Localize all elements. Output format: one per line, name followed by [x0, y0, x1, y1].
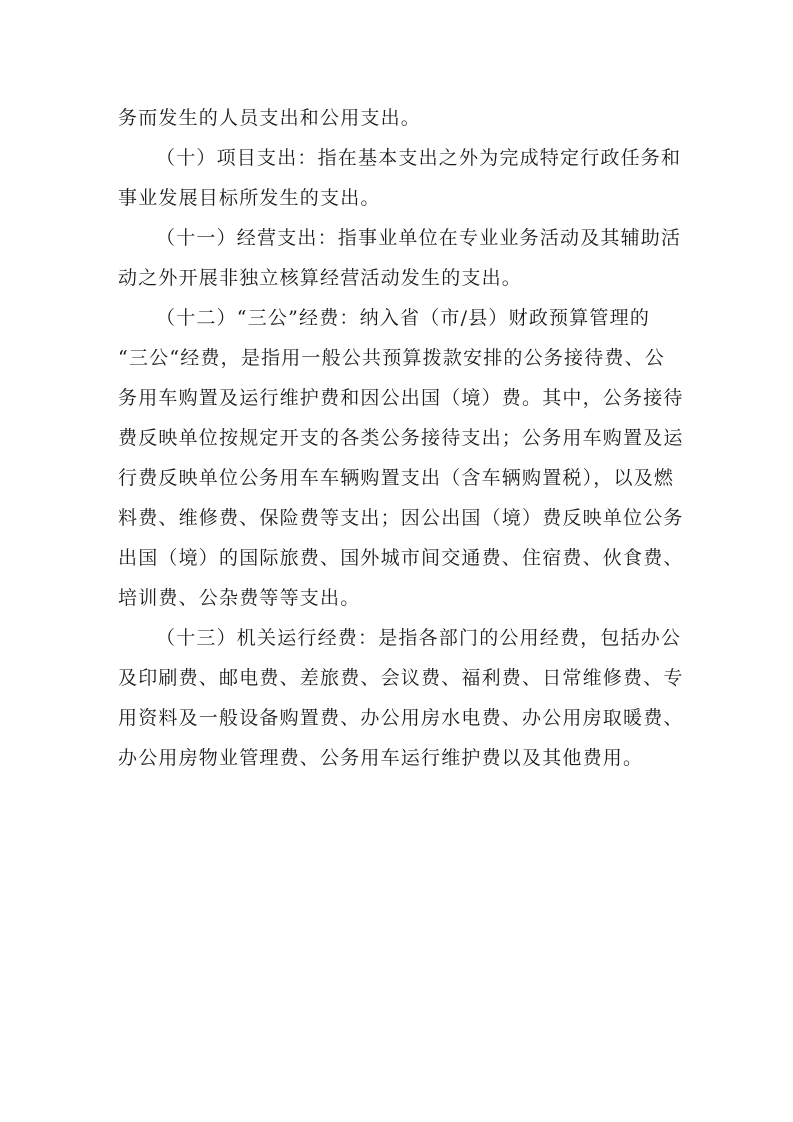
text-line: 用资料及一般设备购置费、办公用房水电费、办公用房取暖费、 [118, 707, 684, 729]
text-line: 料费、维修费、保险费等支出；因公出国（境）费反映单位公务 [118, 507, 684, 529]
text-line: （十）项目支出：指在基本支出之外为完成特定行政任务和 [156, 147, 682, 169]
text-line: “三公“经费，是指用一般公共预算拨款安排的公务接待费、公 [118, 347, 666, 369]
text-line: 及印刷费、邮电费、差旅费、会议费、福利费、日常维修费、专 [118, 667, 684, 689]
text-line: 办公用房物业管理费、公务用车运行维护费以及其他费用。 [118, 747, 644, 769]
text-line: （十一）经营支出：指事业单位在专业业务活动及其辅助活 [156, 227, 682, 249]
paragraph-three-public-expenses [118, 298, 684, 618]
text-line: 务而发生的人员支出和公用支出。 [118, 107, 422, 129]
text-line: （十三）机关运行经费：是指各部门的公用经费，包括办公 [156, 627, 682, 649]
text-line: 务用车购置及运行维护费和因公出国（境）费。其中，公务接待 [118, 387, 684, 409]
text-line: 行费反映单位公务用车车辆购置支出（含车辆购置税），以及燃 [118, 467, 675, 489]
text-line: 培训费、公杂费等等支出。 [118, 587, 361, 609]
paragraph-agency-operating-funds [118, 618, 684, 778]
body-text [118, 98, 684, 778]
paragraph-continuation [118, 98, 678, 138]
text-line: 动之外开展非独立核算经营活动发生的支出。 [118, 267, 523, 289]
text-line: 出国（境）的国际旅费、国外城市间交通费、住宿费、伙食费、 [118, 547, 684, 569]
text-line: 事业发展目标所发生的支出。 [118, 187, 381, 209]
text-line: 费反映单位按规定开支的各类公务接待支出；公务用车购置及运 [118, 427, 684, 449]
paragraph-project-expenditure [118, 138, 682, 218]
text-line: （十二）“三公”经费：纳入省（市/县）财政预算管理的 [156, 307, 651, 329]
paragraph-operating-expenditure [118, 218, 682, 298]
